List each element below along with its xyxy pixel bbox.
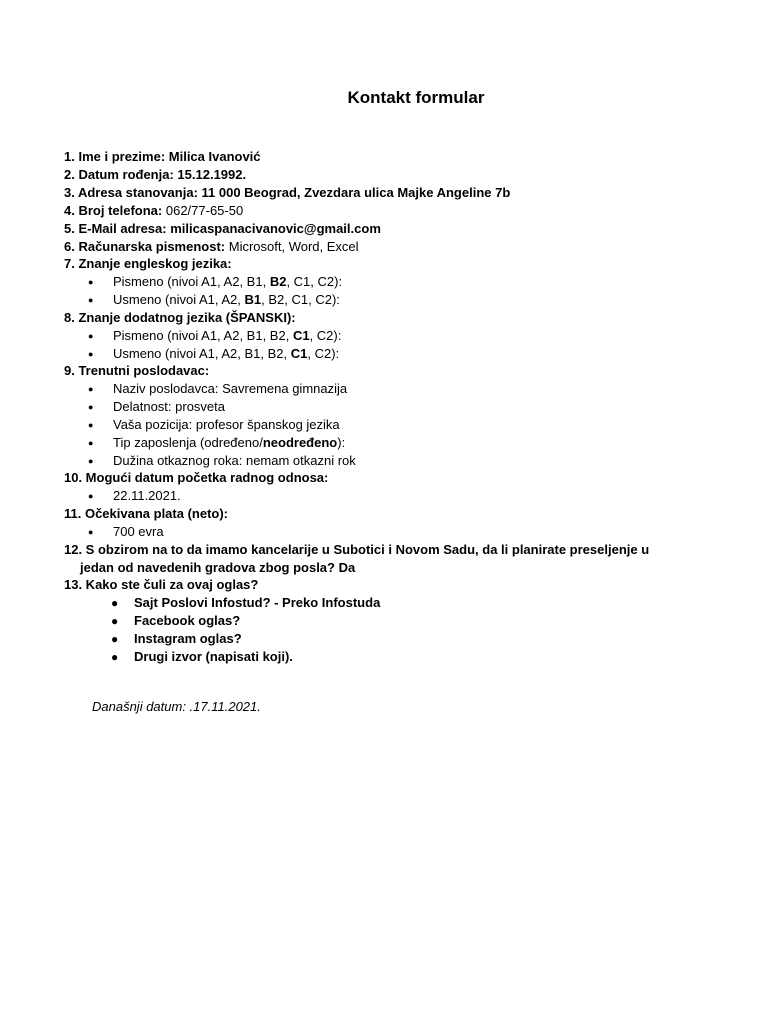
email-label: 5. E-Mail adresa: [64, 221, 171, 236]
item-english-heading: 7. Znanje engleskog jezika: [64, 256, 232, 271]
bullet-icon: ● [88, 456, 94, 466]
bullet-icon: ● [88, 331, 94, 341]
spanish-written-text: Pismeno (nivoi A1, A2, B1, B2, [113, 328, 293, 343]
address-label: 3. Adresa stanovanja: [64, 185, 202, 200]
spanish-oral-selected: C1 [290, 346, 308, 361]
bullet-icon: ● [88, 402, 94, 412]
phone-label: 4. Broj telefona: [64, 203, 166, 218]
employment-type-text-end: ): [337, 435, 346, 450]
employment-type [113, 434, 345, 452]
item-phone [64, 202, 243, 220]
english-written [113, 273, 342, 291]
item-salary-heading: 11. Očekivana plata (neto): [64, 506, 229, 521]
spanish-written-text-end: , C2): [309, 328, 342, 343]
english-written-text-end: , C1, C2): [286, 274, 343, 289]
item-additional-language-heading: 8. Znanje dodatnog jezika (ŠPANSKI): [64, 310, 296, 325]
computer-literacy-label: 6. Računarska pismenost: [64, 239, 229, 254]
bullet-icon: ● [88, 491, 94, 501]
form-title: Kontakt formular [347, 88, 485, 107]
source-option-instagram: Instagram oglas? [134, 631, 242, 646]
salary-value: 700 evra [113, 524, 164, 539]
source-option-other: Drugi izvor (napisati koji). [134, 649, 293, 664]
item-relocation-question: 12. S obzirom na to da imamo kancelarije u Subotici i Novom Sadu, da li planirate preseljenje u [64, 542, 650, 557]
notice-period: Dužina otkaznog roka: nemam otkazni rok [113, 453, 356, 468]
item-source-heading: 13. Kako ste čuli za ovaj oglas? [64, 577, 259, 592]
email-value: milicaspanacivanovic@gmail.com [170, 221, 381, 236]
bullet-icon: ● [88, 420, 94, 430]
item-name [64, 148, 261, 166]
bullet-icon: ● [111, 596, 119, 610]
spanish-written [113, 327, 341, 345]
phone-value: 062/77-65-50 [165, 203, 244, 218]
bullet-icon: ● [88, 438, 94, 448]
source-option-infostud: Sajt Poslovi Infostud? - Preko Infostuda [134, 595, 381, 610]
employer-name: Naziv poslodavca: Savremena gimnazija [113, 381, 348, 396]
address-value: 11 000 Beograd, Zvezdara ulica Majke Angeline 7b [201, 185, 511, 200]
english-oral-text-end: , B2, C1, C2): [261, 292, 340, 307]
bullet-icon: ● [88, 295, 94, 305]
name-value: Milica Ivanović [168, 149, 261, 164]
birthdate-value: 15.12.1992. [177, 167, 247, 182]
english-oral [113, 291, 340, 309]
spanish-written-selected: C1 [292, 328, 310, 343]
computer-literacy-value: Microsoft, Word, Excel [228, 239, 359, 254]
item-email [64, 220, 381, 238]
spanish-oral-text: Usmeno (nivoi A1, A2, B1, B2, [113, 346, 291, 361]
bullet-icon: ● [111, 614, 119, 628]
bullet-icon: ● [111, 632, 119, 646]
item-birthdate [64, 166, 246, 184]
birthdate-label: 2. Datum rođenja: [64, 167, 178, 182]
english-oral-selected: B1 [244, 292, 262, 307]
bullet-icon: ● [111, 650, 119, 664]
english-oral-text: Usmeno (nivoi A1, A2, [113, 292, 245, 307]
bullet-icon: ● [88, 349, 94, 359]
bullet-icon: ● [88, 277, 94, 287]
start-date-value: 22.11.2021. [113, 488, 181, 503]
employment-type-text: Tip zaposlenja (određeno/ [113, 435, 263, 450]
spanish-oral [113, 345, 339, 363]
spanish-oral-text-end: , C2): [307, 346, 340, 361]
name-label: 1. Ime i prezime: [64, 149, 169, 164]
english-written-selected: B2 [269, 274, 287, 289]
item-address [64, 184, 510, 202]
english-written-text: Pismeno (nivoi A1, A2, B1, [113, 274, 270, 289]
item-relocation-answer: jedan od navedenih gradova zbog posla? Da [80, 560, 356, 575]
source-option-facebook: Facebook oglas? [134, 613, 241, 628]
item-computer-literacy [64, 238, 359, 256]
employer-position: Vaša pozicija: profesor španskog jezika [113, 417, 340, 432]
employer-activity: Delatnost: prosveta [113, 399, 226, 414]
bullet-icon: ● [88, 527, 94, 537]
todays-date: Današnji datum: .17.11.2021. [92, 699, 261, 714]
item-start-date-heading: 10. Mogući datum početka radnog odnosa: [64, 470, 329, 485]
employment-type-selected: neodređeno [262, 435, 338, 450]
bullet-icon: ● [88, 384, 94, 394]
item-current-employer-heading: 9. Trenutni poslodavac: [64, 363, 210, 378]
